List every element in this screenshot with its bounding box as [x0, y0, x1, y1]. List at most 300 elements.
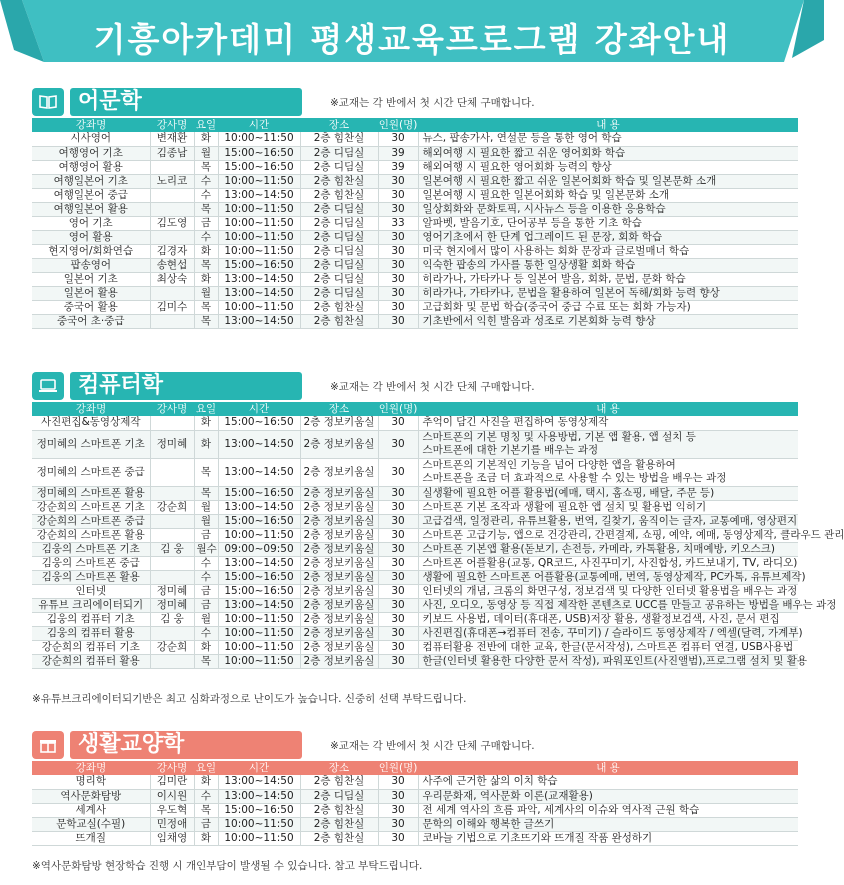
cell-location: 2층 힘찬실: [300, 831, 378, 845]
cell-course-name: 김웅의 컴퓨터 활용: [32, 626, 150, 640]
cell-course-name: 사진편집&동영상제작: [32, 416, 150, 430]
cell-instructor: [150, 416, 194, 430]
cell-instructor: 김미란: [150, 775, 194, 789]
cell-day: 목: [194, 258, 218, 272]
table-row: [32, 272, 798, 286]
section-title: 생활교양학: [78, 732, 185, 757]
cell-description: 히라가나, 가타카나, 문법을 활용하여 일본어 독해/회화 능력 향상: [418, 286, 798, 300]
cell-day: 수: [194, 789, 218, 803]
cell-location: 2층 정보키움실: [300, 570, 378, 584]
cell-instructor: [150, 230, 194, 244]
cell-time: 10:00~11:50: [218, 528, 300, 542]
cell-location: 2층 디딤실: [300, 146, 378, 160]
cell-capacity: 30: [378, 775, 418, 789]
cell-time: 10:00~11:50: [218, 626, 300, 640]
cell-day: 금: [194, 584, 218, 598]
cell-capacity: 30: [378, 584, 418, 598]
cell-time: 10:00~11:50: [218, 174, 300, 188]
cell-capacity: 30: [378, 300, 418, 314]
cell-description: 스마트폰 어플활용(교통, QR코드, 사진꾸미기, 사진합성, 카드보내기, TV, 라디오): [418, 556, 798, 570]
column-header-capacity: 인원(명): [378, 761, 418, 774]
cell-instructor: 김도영: [150, 216, 194, 230]
cell-course-name: 여행영어 기초: [32, 146, 150, 160]
cell-description: 우리문화재, 역사문화 이론(교재활용): [418, 789, 798, 803]
cell-location: 2층 디딤실: [300, 160, 378, 174]
cell-day: 목: [194, 160, 218, 174]
section-footnote: ※역사문화탐방 현장학습 진행 시 개인부담이 발생될 수 있습니다. 참고 부탁드립니다.: [32, 860, 423, 872]
cell-location: 2층 정보키움실: [300, 640, 378, 654]
cell-time: 13:00~14:50: [218, 286, 300, 300]
cell-description: 생활에 필요한 스마트폰 어플활용(교통예매, 번역, 동영상제작, PC카톡, 유튜브제작): [418, 570, 798, 584]
section-language: [32, 86, 798, 329]
cell-course-name: 여행일본어 기초: [32, 174, 150, 188]
section-footnote: ※유튜브크리에이터되기반은 최고 심화과정으로 난이도가 높습니다. 신중히 선택 부탁드립니다.: [32, 693, 467, 705]
cell-capacity: 30: [378, 314, 418, 328]
cell-location: 2층 정보키움실: [300, 458, 378, 486]
cell-time: 15:00~16:50: [218, 486, 300, 500]
cell-capacity: 30: [378, 789, 418, 803]
cell-capacity: 30: [378, 626, 418, 640]
column-header-time: 시간: [218, 761, 300, 775]
column-header-instructor: 강사명: [150, 118, 194, 132]
cell-instructor: [150, 626, 194, 640]
cell-day: 화: [194, 244, 218, 258]
cell-time: 15:00~16:50: [218, 514, 300, 528]
cell-location: 2층 정보키움실: [300, 486, 378, 500]
cell-day: 목: [194, 486, 218, 500]
cell-course-name: 강순희의 스마트폰 중급: [32, 514, 150, 528]
section-computer: [32, 370, 844, 669]
description-line: 스마트폰의 기본 명칭 및 사용방법, 기본 앱 활용, 앱 설치 등: [422, 431, 696, 443]
cell-course-name: 김웅의 스마트폰 활용: [32, 570, 150, 584]
column-header-time: 시간: [218, 118, 300, 132]
cell-day: 화: [194, 272, 218, 286]
cell-day: 화: [194, 132, 218, 146]
table-row: [32, 314, 798, 328]
cell-location: 2층 힘찬실: [300, 174, 378, 188]
cell-course-name: 여행일본어 활용: [32, 202, 150, 216]
table-row: [32, 244, 798, 258]
cell-time: 10:00~11:50: [218, 817, 300, 831]
cell-description: 미국 현지에서 많이 사용하는 회화 문장과 글로벌매너 학습: [418, 244, 798, 258]
cell-capacity: 30: [378, 188, 418, 202]
cell-capacity: 30: [378, 258, 418, 272]
cell-capacity: 30: [378, 286, 418, 300]
cell-description: 일본여행 시 필요한 일본어회화 학습 및 일본문화 소개: [418, 188, 798, 202]
cell-time: 15:00~16:50: [218, 416, 300, 430]
cell-instructor: 노리코: [150, 174, 194, 188]
cell-instructor: 김종남: [150, 146, 194, 160]
cell-location: 2층 힘찬실: [300, 188, 378, 202]
table-row: [32, 584, 798, 598]
gift-icon: [32, 731, 64, 759]
table-row: [32, 160, 798, 174]
cell-location: 2층 힘찬실: [300, 132, 378, 146]
cell-course-name: 팝송영어: [32, 258, 150, 272]
cell-description: 기초반에서 익힌 발음과 성조로 기본회화 능력 향상: [418, 314, 798, 328]
cell-day: 화: [194, 640, 218, 654]
cell-capacity: 30: [378, 640, 418, 654]
column-header-day: 요일: [195, 402, 217, 415]
cell-day: 목: [194, 803, 218, 817]
table-row: [32, 831, 798, 845]
section-note: ※교재는 각 반에서 첫 시간 단체 구매합니다.: [330, 740, 535, 752]
cell-location: 2층 디딤실: [300, 202, 378, 216]
cell-course-name: 일본어 활용: [32, 286, 150, 300]
cell-time: 13:00~14:50: [218, 314, 300, 328]
cell-location: 2층 정보키움실: [300, 416, 378, 430]
cell-instructor: 정미혜: [150, 598, 194, 612]
cell-capacity: 30: [378, 230, 418, 244]
cell-instructor: [150, 458, 194, 486]
cell-capacity: 30: [378, 202, 418, 216]
cell-day: 월: [194, 286, 218, 300]
cell-day: 금: [194, 598, 218, 612]
cell-description: 영어기초에서 한 단계 업그레이드 된 문장, 회화 학습: [418, 230, 798, 244]
table-row: [32, 500, 798, 514]
cell-capacity: 30: [378, 132, 418, 146]
cell-time: 10:00~11:50: [218, 300, 300, 314]
table-row: [32, 803, 798, 817]
cell-day: 수: [194, 230, 218, 244]
cell-course-name: 강순희의 스마트폰 기초: [32, 500, 150, 514]
cell-time: 13:00~14:50: [218, 430, 300, 458]
cell-capacity: 30: [378, 528, 418, 542]
cell-day: 월: [194, 612, 218, 626]
cell-capacity: 30: [378, 817, 418, 831]
cell-capacity: 30: [378, 500, 418, 514]
table-row: [32, 258, 798, 272]
cell-time: 09:00~09:50: [218, 542, 300, 556]
cell-day: 수: [194, 556, 218, 570]
cell-day: 목: [194, 300, 218, 314]
cell-instructor: 강순희: [150, 640, 194, 654]
cell-instructor: 김 웅: [150, 542, 194, 556]
cell-time: 10:00~11:50: [218, 612, 300, 626]
cell-course-name: 세계사: [32, 803, 150, 817]
cell-day: 월수: [194, 542, 218, 556]
section-title: 컴퓨터학: [78, 373, 164, 398]
cell-day: 목: [194, 314, 218, 328]
cell-day: 화: [194, 416, 218, 430]
cell-instructor: [150, 188, 194, 202]
cell-description: 컴퓨터활용 전반에 대한 교육, 한글(문서작성), 스마트폰 컴퓨터 연결, USB사용법: [418, 640, 798, 654]
cell-instructor: 강순희: [150, 500, 194, 514]
cell-time: 13:00~14:50: [218, 598, 300, 612]
description-line: 스마트폰의 기본적인 기능을 넘어 다양한 앱을 활용하여: [422, 459, 676, 471]
table-row: [32, 640, 798, 654]
cell-day: 월: [194, 500, 218, 514]
cell-instructor: 변재환: [150, 132, 194, 146]
cell-time: 13:00~14:50: [218, 188, 300, 202]
cell-time: 13:00~14:50: [218, 272, 300, 286]
cell-time: 10:00~11:50: [218, 654, 300, 668]
cell-description: 사진, 오디오, 동영상 등 직접 제작한 콘텐츠로 UCC를 만들고 공유하는 방법을 배우는 과정: [418, 598, 798, 612]
column-header-description: 내 용: [418, 118, 798, 132]
cell-location: 2층 힘찬실: [300, 817, 378, 831]
cell-capacity: 30: [378, 598, 418, 612]
cell-course-name: 영어 활용: [32, 230, 150, 244]
column-header-location: 장소: [300, 402, 378, 416]
cell-description: 키보드 사용법, 데이터(휴대폰, USB)저장 활용, 생활정보검색, 사진, 문서 편집: [418, 612, 798, 626]
section-title: 어문학: [78, 89, 142, 114]
cell-time: 15:00~16:50: [218, 160, 300, 174]
column-header-course-name: 강좌명: [32, 402, 150, 416]
cell-location: 2층 정보키움실: [300, 500, 378, 514]
table-row: [32, 775, 798, 789]
cell-capacity: 30: [378, 831, 418, 845]
cell-capacity: 39: [378, 160, 418, 174]
table-row: [32, 612, 798, 626]
table-row: [32, 216, 798, 230]
cell-course-name: 강순희의 컴퓨터 기초: [32, 640, 150, 654]
cell-time: 10:00~11:50: [218, 132, 300, 146]
column-header-day: 요일: [195, 761, 217, 774]
cell-description: 한글(인터넷 활용한 다양한 문서 작성), 파워포인트(사진앨범),프로그램 설치 및 활용: [418, 654, 798, 668]
section-liberal-arts: [32, 729, 798, 846]
cell-day: 목: [194, 458, 218, 486]
cell-day: 화: [194, 430, 218, 458]
cell-description: 실생활에 필요한 어플 활용법(예매, 택시, 홈쇼핑, 배달, 주문 등): [418, 486, 798, 500]
title-banner: [0, 0, 824, 70]
cell-course-name: 강순희의 컴퓨터 활용: [32, 654, 150, 668]
cell-time: 15:00~16:50: [218, 146, 300, 160]
cell-location: 2층 정보키움실: [300, 542, 378, 556]
cell-location: 2층 정보키움실: [300, 654, 378, 668]
cell-instructor: 김미수: [150, 300, 194, 314]
cell-description: 일상회화와 문화토픽, 시사뉴스 등을 이용한 응용학습: [418, 202, 798, 216]
cell-course-name: 정미혜의 스마트폰 기초: [32, 430, 150, 458]
cell-day: 수: [194, 626, 218, 640]
cell-location: 2층 정보키움실: [300, 528, 378, 542]
cell-instructor: [150, 654, 194, 668]
description-line: 스마트폰에 대한 기본기를 배우는 과정: [422, 444, 599, 456]
cell-description: 스마트폰 기본 조작과 생활에 필요한 앱 설치 및 활용법 익히기: [418, 500, 798, 514]
cell-time: 10:00~11:50: [218, 640, 300, 654]
cell-course-name: 김웅의 스마트폰 기초: [32, 542, 150, 556]
cell-instructor: 최상숙: [150, 272, 194, 286]
cell-time: 15:00~16:50: [218, 570, 300, 584]
cell-time: 13:00~14:50: [218, 500, 300, 514]
cell-instructor: 우도혁: [150, 803, 194, 817]
cell-course-name: 인터넷: [32, 584, 150, 598]
cell-time: 15:00~16:50: [218, 584, 300, 598]
cell-capacity: 30: [378, 803, 418, 817]
book-icon: [32, 88, 64, 116]
table-row: [32, 430, 798, 458]
cell-day: 목: [194, 202, 218, 216]
cell-capacity: 30: [378, 542, 418, 556]
cell-capacity: 30: [378, 416, 418, 430]
cell-capacity: 39: [378, 146, 418, 160]
cell-course-name: 여행일본어 중급: [32, 188, 150, 202]
cell-day: 수: [194, 570, 218, 584]
cell-capacity: 30: [378, 514, 418, 528]
table-row: [32, 202, 798, 216]
cell-day: 월: [194, 146, 218, 160]
cell-description: [418, 430, 798, 458]
cell-course-name: 김웅의 컴퓨터 기초: [32, 612, 150, 626]
cell-description: 문학의 이해와 행복한 글쓰기: [418, 817, 798, 831]
cell-day: 목: [194, 654, 218, 668]
cell-capacity: 30: [378, 570, 418, 584]
table-row: [32, 514, 798, 528]
cell-description: 고급검색, 일정관리, 유튜브활용, 번역, 길찾기, 움직이는 글자, 교통예매, 영상편지: [418, 514, 798, 528]
table-row: [32, 817, 798, 831]
cell-description: 스마트폰 고급기능, 앱으로 건강관리, 간편결제, 쇼핑, 예약, 예매, 동영상제작, 클라우드 관리: [418, 528, 798, 542]
cell-day: 수: [194, 174, 218, 188]
cell-capacity: 30: [378, 174, 418, 188]
cell-course-name: 김웅의 스마트폰 중급: [32, 556, 150, 570]
cell-instructor: 김 웅: [150, 612, 194, 626]
table-row: [32, 626, 798, 640]
cell-description: 익숙한 팝송의 가사를 통한 일상생활 회화 학습: [418, 258, 798, 272]
table-row: [32, 556, 798, 570]
cell-course-name: 정미혜의 스마트폰 중급: [32, 458, 150, 486]
cell-location: 2층 디딤실: [300, 230, 378, 244]
cell-time: 10:00~11:50: [218, 230, 300, 244]
table-row: [32, 570, 798, 584]
cell-instructor: [150, 202, 194, 216]
cell-day: 금: [194, 216, 218, 230]
column-header-description: 내 용: [418, 402, 798, 416]
cell-location: 2층 정보키움실: [300, 584, 378, 598]
cell-location: 2층 힘찬실: [300, 803, 378, 817]
cell-course-name: 중국어 활용: [32, 300, 150, 314]
cell-instructor: 김경자: [150, 244, 194, 258]
cell-description: 뉴스, 팝송가사, 연설문 등을 통한 영어 학습: [418, 132, 798, 146]
cell-description: 해외여행 시 필요한 영어회화 능력의 향상: [418, 160, 798, 174]
cell-location: 2층 디딤실: [300, 286, 378, 300]
course-table: [32, 761, 798, 846]
column-header-course-name: 강좌명: [32, 118, 150, 132]
cell-description: 고급회화 및 문법 학습(중국어 중급 수료 또는 회화 가능자): [418, 300, 798, 314]
table-row: [32, 598, 798, 612]
cell-course-name: 유튜브 크리에이터되기: [32, 598, 150, 612]
cell-description: 사주에 근거한 삶의 이치 학습: [418, 775, 798, 789]
computer-icon: [32, 372, 64, 400]
cell-description: 인터넷의 개념, 크롬의 화면구성, 정보검색 및 다양한 인터넷 활용법을 배우는 과정: [418, 584, 798, 598]
cell-location: 2층 정보키움실: [300, 514, 378, 528]
cell-location: 2층 디딤실: [300, 216, 378, 230]
table-row: [32, 528, 798, 542]
cell-instructor: [150, 570, 194, 584]
cell-time: 13:00~14:50: [218, 458, 300, 486]
cell-time: 13:00~14:50: [218, 789, 300, 803]
cell-time: 13:00~14:50: [218, 556, 300, 570]
cell-instructor: 이시원: [150, 789, 194, 803]
cell-capacity: 30: [378, 612, 418, 626]
cell-course-name: 영어 기초: [32, 216, 150, 230]
cell-location: 2층 디딤실: [300, 244, 378, 258]
cell-instructor: 정미혜: [150, 584, 194, 598]
cell-capacity: 30: [378, 654, 418, 668]
section-note: ※교재는 각 반에서 첫 시간 단체 구매합니다.: [330, 97, 535, 109]
cell-location: 2층 디딤실: [300, 258, 378, 272]
cell-instructor: 임채영: [150, 831, 194, 845]
cell-course-name: 정미혜의 스마트폰 활용: [32, 486, 150, 500]
column-header-time: 시간: [218, 402, 300, 416]
cell-course-name: 중국어 초·중급: [32, 314, 150, 328]
cell-description: [418, 458, 798, 486]
table-row: [32, 416, 798, 430]
table-row: [32, 174, 798, 188]
cell-instructor: [150, 314, 194, 328]
cell-instructor: [150, 486, 194, 500]
column-header-capacity: 인원(명): [378, 402, 418, 415]
cell-instructor: [150, 286, 194, 300]
cell-course-name: 문학교실(수필): [32, 817, 150, 831]
column-header-capacity: 인원(명): [378, 118, 418, 131]
column-header-course-name: 강좌명: [32, 761, 150, 775]
cell-instructor: [150, 160, 194, 174]
cell-instructor: [150, 556, 194, 570]
column-header-location: 장소: [300, 761, 378, 775]
cell-day: 화: [194, 775, 218, 789]
cell-description: 코바늘 기법으로 기초뜨기와 뜨개질 작품 완성하기: [418, 831, 798, 845]
section-note: ※교재는 각 반에서 첫 시간 단체 구매합니다.: [330, 381, 535, 393]
cell-time: 10:00~11:50: [218, 216, 300, 230]
cell-day: 금: [194, 528, 218, 542]
cell-instructor: [150, 514, 194, 528]
table-row: [32, 188, 798, 202]
table-header-row: [32, 402, 798, 416]
section-header: [32, 86, 798, 118]
table-row: [32, 300, 798, 314]
column-header-instructor: 강사명: [150, 761, 194, 775]
cell-course-name: 현지영어/회화연습: [32, 244, 150, 258]
cell-location: 2층 정보키움실: [300, 598, 378, 612]
table-row: [32, 230, 798, 244]
table-header-row: [32, 761, 798, 775]
cell-description: 해외여행 시 필요한 짧고 쉬운 영어회화 학습: [418, 146, 798, 160]
cell-description: 추억이 담긴 사진을 편집하여 동영상제작: [418, 416, 798, 430]
cell-location: 2층 힘찬실: [300, 300, 378, 314]
column-header-day: 요일: [195, 118, 217, 131]
cell-time: 15:00~16:50: [218, 803, 300, 817]
cell-day: 화: [194, 831, 218, 845]
table-row: [32, 542, 798, 556]
cell-course-name: 명리학: [32, 775, 150, 789]
cell-description: 전 세계 역사의 흐름 파악, 세계사의 이슈와 역사적 근원 학습: [418, 803, 798, 817]
cell-time: 13:00~14:50: [218, 775, 300, 789]
course-table: [32, 402, 844, 669]
cell-location: 2층 정보키움실: [300, 430, 378, 458]
cell-capacity: 30: [378, 244, 418, 258]
cell-course-name: 일본어 기초: [32, 272, 150, 286]
cell-time: 10:00~11:50: [218, 831, 300, 845]
cell-location: 2층 디딤실: [300, 272, 378, 286]
cell-time: 15:00~16:50: [218, 258, 300, 272]
cell-capacity: 30: [378, 272, 418, 286]
cell-time: 10:00~11:50: [218, 202, 300, 216]
cell-description: 스마트폰 기본앱 활용(돋보기, 손전등, 카메라, 카톡활용, 치매예방, 키오스크): [418, 542, 798, 556]
column-header-instructor: 강사명: [150, 402, 194, 416]
cell-day: 금: [194, 817, 218, 831]
cell-course-name: 역사문화탐방: [32, 789, 150, 803]
table-row: [32, 654, 798, 668]
cell-instructor: 민정애: [150, 817, 194, 831]
table-row: [32, 286, 798, 300]
cell-description: 사진편집(휴대폰→컴퓨터 전송, 꾸미기) / 슬라이드 동영상제작 / 엑셀(달력, 가계부): [418, 626, 798, 640]
table-row: [32, 458, 798, 486]
cell-location: 2층 정보키움실: [300, 626, 378, 640]
cell-capacity: 30: [378, 556, 418, 570]
column-header-description: 내 용: [418, 761, 798, 775]
cell-location: 2층 정보키움실: [300, 612, 378, 626]
cell-instructor: 송현섭: [150, 258, 194, 272]
cell-location: 2층 정보키움실: [300, 556, 378, 570]
